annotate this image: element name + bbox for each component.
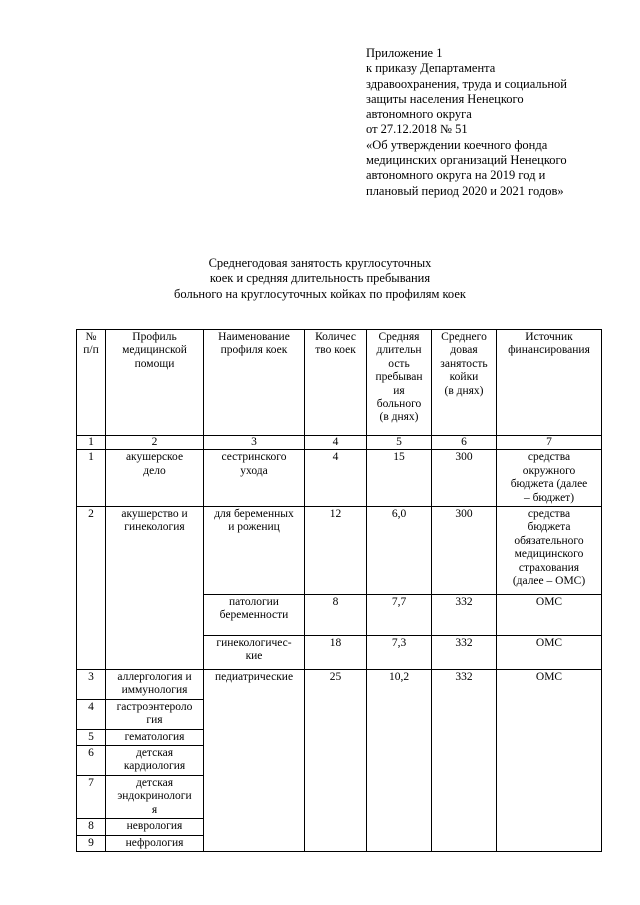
annex-line: автономного округа на 2019 год и: [366, 168, 546, 183]
column-number: 5: [367, 436, 432, 450]
occupancy-cell: 332: [432, 595, 497, 636]
occupancy-cell: 332: [432, 670, 497, 852]
cell-line: Количес: [315, 331, 356, 343]
funding-cell: [497, 636, 602, 670]
cell-line: ия: [393, 384, 405, 397]
bed-count-cell: 4: [305, 450, 367, 507]
bed-name-cell: [204, 450, 305, 507]
cell-line: длительн: [376, 344, 422, 357]
cell-line: эндокринологи: [117, 790, 192, 803]
cell-line: ОМС: [535, 596, 563, 609]
title-line: больного на круглосуточных койках по профилям коек: [174, 286, 466, 301]
bed-occupancy-table: [76, 329, 602, 852]
cell-line: средства: [527, 451, 571, 464]
cell-line: страхования: [518, 561, 580, 574]
row-number: 8: [77, 819, 106, 835]
annex-line: медицинских организаций Ненецкого: [366, 153, 567, 168]
header-profile: [106, 330, 204, 436]
cell-line: помощи: [134, 357, 175, 370]
column-number: 3: [204, 436, 305, 450]
cell-line: дело: [143, 464, 166, 477]
column-number: 6: [432, 436, 497, 450]
funding-cell: [497, 507, 602, 595]
cell-line: медицинской: [122, 344, 187, 357]
header-number: [77, 330, 106, 436]
cell-line: иммунология: [121, 684, 188, 697]
profile-cell: [106, 729, 204, 745]
header-bed-profile: [204, 330, 305, 436]
cell-line: п/п: [83, 344, 99, 357]
cell-line: ость: [388, 357, 410, 370]
cell-line: гинекологичес-: [216, 637, 292, 650]
funding-cell: [497, 450, 602, 507]
cell-line: №: [85, 331, 97, 343]
cell-line: я: [151, 803, 158, 816]
cell-line: акушерство и: [121, 508, 188, 521]
avg-stay-cell: 6,0: [367, 507, 432, 595]
funding-cell: [497, 595, 602, 636]
cell-line: (в днях): [444, 384, 484, 397]
profile-cell: [106, 835, 204, 851]
cell-line: финансирования: [508, 344, 590, 357]
cell-line: – бюджет): [523, 491, 575, 504]
cell-line: и рожениц: [228, 521, 280, 534]
header-avg-occupancy: [432, 330, 497, 436]
row-number: 2: [77, 507, 106, 670]
funding-cell: ОМС: [497, 670, 602, 852]
profile-cell: [106, 699, 204, 729]
annex-line: к приказу Департамента: [366, 61, 496, 76]
avg-stay-cell: 10,2: [367, 670, 432, 852]
cell-line: Профиль: [132, 331, 177, 343]
title-line: Среднегодовая занятость круглосуточных: [208, 256, 432, 270]
bed-count-cell: 25: [305, 670, 367, 852]
cell-line: акушерское: [125, 451, 184, 464]
bed-name-cell: [204, 595, 305, 636]
cell-line: аллергология и: [117, 671, 192, 684]
cell-line: Средняя: [378, 331, 420, 343]
table-row: [77, 450, 602, 507]
cell-line: Источник: [525, 331, 573, 343]
occupancy-cell: 300: [432, 450, 497, 507]
cell-line: патологии: [229, 596, 279, 609]
occupancy-cell: 332: [432, 636, 497, 670]
annex-header: [366, 46, 626, 199]
avg-stay-cell: 7,7: [367, 595, 432, 636]
row-number: 3: [77, 670, 106, 700]
header-funding-source: [497, 330, 602, 436]
column-number: 4: [305, 436, 367, 450]
annex-line: «Об утверждении коечного фонда: [366, 137, 548, 152]
header-avg-stay: [367, 330, 432, 436]
cell-line: сестринского: [221, 451, 287, 464]
cell-line: гастроэнтероло: [116, 700, 193, 713]
profile-cell: [106, 450, 204, 507]
title-line: коек и средняя длительность пребывания: [209, 271, 431, 286]
cell-line: (в днях): [379, 411, 419, 424]
bed-count-cell: 18: [305, 636, 367, 670]
cell-line: больного: [376, 398, 422, 411]
cell-line: ухода: [240, 464, 268, 477]
cell-line: окружного: [522, 464, 576, 477]
bed-count-cell: 8: [305, 595, 367, 636]
row-number: 9: [77, 835, 106, 851]
cell-line: пребыван: [375, 371, 423, 384]
cell-line: (далее – ОМС): [512, 575, 586, 588]
cell-line: медицинского: [514, 548, 584, 561]
cell-line: нефрология: [125, 836, 184, 849]
row-number: 5: [77, 729, 106, 745]
cell-line: кие: [245, 650, 263, 663]
cell-line: гия: [146, 714, 163, 727]
header-bed-count: [305, 330, 367, 436]
row-number: 7: [77, 775, 106, 818]
cell-line: бюджета (далее: [510, 478, 588, 491]
bed-count-cell: 12: [305, 507, 367, 595]
cell-line: беременности: [219, 609, 289, 622]
avg-stay-cell: 7,3: [367, 636, 432, 670]
annex-line: защиты населения Ненецкого: [366, 91, 524, 106]
bed-name-cell: педиатрические: [204, 670, 305, 852]
profile-cell: [106, 507, 204, 670]
profile-cell: [106, 746, 204, 776]
cell-line: гинекология: [124, 521, 185, 534]
cell-line: гематология: [124, 730, 185, 743]
cell-line: койки: [449, 371, 479, 384]
document-title: [0, 256, 640, 302]
profile-cell: [106, 775, 204, 818]
cell-line: бюджета: [527, 521, 571, 534]
cell-line: профиля коек: [220, 344, 288, 357]
cell-line: Среднего: [441, 331, 487, 343]
cell-line: обязательного: [514, 534, 584, 547]
cell-line: занятость: [440, 357, 488, 370]
column-number: 1: [77, 436, 106, 450]
cell-line: детская: [135, 747, 174, 760]
cell-line: довая: [450, 344, 478, 357]
occupancy-cell: 300: [432, 507, 497, 595]
avg-stay-cell: 15: [367, 450, 432, 507]
bed-name-cell: [204, 507, 305, 595]
annex-line: плановый период 2020 и 2021 годов»: [366, 183, 564, 198]
annex-line: Приложение 1: [366, 46, 443, 60]
cell-line: тво коек: [315, 344, 356, 357]
table-header-row: [77, 330, 602, 436]
row-number: 6: [77, 746, 106, 776]
annex-line: здравоохранения, труда и социальной: [366, 76, 567, 91]
cell-line: средства: [527, 508, 571, 521]
profile-cell: [106, 819, 204, 835]
table-row: [77, 670, 602, 700]
cell-line: неврология: [126, 820, 183, 833]
annex-line: от 27.12.2018 № 51: [366, 122, 468, 137]
profile-cell: [106, 670, 204, 700]
cell-line: детская: [135, 776, 174, 789]
cell-line: ОМС: [535, 637, 563, 650]
cell-line: для беременных: [214, 508, 294, 521]
row-number: 4: [77, 699, 106, 729]
table-row: [77, 507, 602, 595]
column-number-row: [77, 436, 602, 450]
row-number: 1: [77, 450, 106, 507]
cell-line: Наименование: [218, 331, 290, 343]
column-number: 2: [106, 436, 204, 450]
column-number: 7: [497, 436, 602, 450]
annex-line: автономного округа: [366, 107, 472, 122]
bed-name-cell: [204, 636, 305, 670]
cell-line: кардиология: [123, 760, 186, 773]
